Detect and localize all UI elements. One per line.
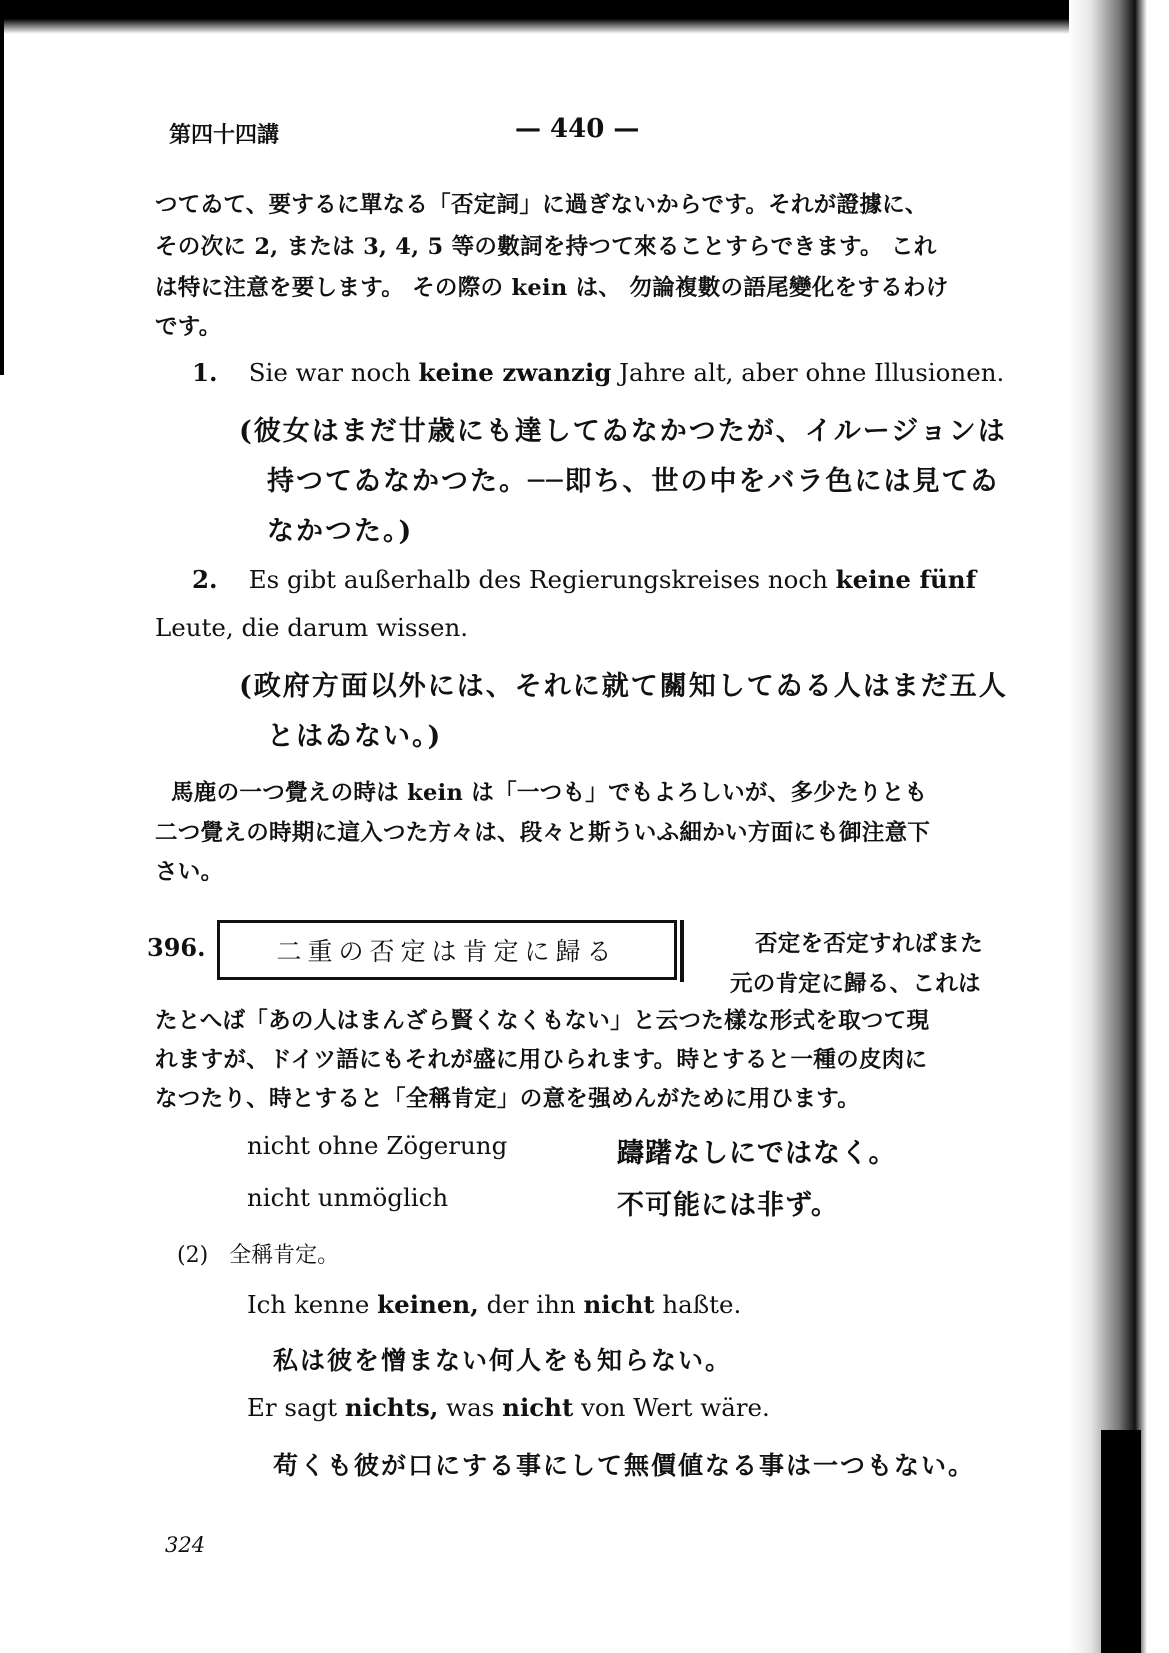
intro-line-2: その次に 2, または 3, 4, 5 等の數詞を持つて來ることすらできます。 これ (155, 234, 937, 260)
pair-1-german: nicht ohne Zögerung (247, 1131, 508, 1160)
example-2-number: 2. (192, 565, 218, 594)
section-title: 二重の否定は肯定に歸る (276, 937, 618, 966)
subsection-label: (2) (177, 1243, 209, 1268)
example-1-translation-1: (彼女はまだ廿歳にも達してゐなかつたが、イルージョンは (239, 416, 1007, 447)
note-line-1: 馬鹿の一つ覺えの時は kein は「一つも」でもよろしいが、多少たりとも (171, 780, 928, 806)
section-number: 396. (147, 933, 206, 962)
note-line-3: さい。 (155, 859, 224, 885)
pair-1-japanese: 躊躇なしにではなく。 (617, 1138, 897, 1169)
example-1-emphasis: keine zwanzig (418, 358, 612, 387)
chapter-heading: 第四十四講 (169, 122, 280, 148)
subsection-example-1-japanese: 私は彼を憎まない何人をも知らない。 (273, 1346, 733, 1375)
subsection-example-2-japanese: 苟くも彼が口にする事にして無價値なる事は一つもない。 (273, 1451, 976, 1480)
example-1-number: 1. (192, 358, 218, 387)
note-line-2: 二つ覺えの時期に這入つた方々は、段々と斯ういふ細かい方面にも御注意下 (155, 820, 931, 846)
section-side-line-1: 否定を否定すればまた (755, 931, 984, 957)
subsection-example-2-german: Er sagt nichts, was nicht von Wert wäre. (247, 1393, 770, 1422)
intro-line-3: は特に注意を要します。 その際の kein は、 勿論複數の語尾變化をするわけ (155, 275, 949, 301)
example-2-german: 2. Es gibt außerhalb des Regierungskreises noch keine fünf (192, 565, 977, 594)
example-1-translation-3: なかつた。) (267, 516, 414, 547)
scan-binding-shadow (1069, 0, 1169, 1653)
subsection-example-1-german: Ich kenne keinen, der ihn nicht haßte. (247, 1290, 742, 1319)
section-side-line-2: 元の肯定に歸る、これは (730, 971, 981, 997)
folio-number: 324 (165, 1533, 206, 1557)
page-number: — 440 — (515, 114, 640, 144)
section-title-box (217, 920, 677, 980)
pair-2-japanese: 不可能には非ず。 (617, 1190, 839, 1221)
example-2-translation-2: とはゐない。) (267, 721, 443, 752)
example-1-translation-2: 持つてゐなかつた。──即ち、世の中をバラ色には見てゐ (267, 466, 1000, 497)
scan-corner-shadow (1101, 1430, 1141, 1653)
example-2-translation-1: (政府方面以外には、それに就て關知してゐる人はまだ五人 (239, 671, 1008, 702)
section-body-line-2: れますが、ドイツ語にもそれが盛に用ひられます。時とすると一種の皮肉に (155, 1047, 928, 1073)
subsection-heading (177, 1238, 339, 1269)
intro-line-4: です。 (155, 314, 222, 340)
example-1-german: 1. Sie war noch keine zwanzig Jahre alt, aber ohne Illusionen. (192, 358, 1005, 387)
example-2-german-cont: Leute, die darum wissen. (155, 613, 469, 642)
scan-left-shadow (0, 0, 4, 375)
pair-2-german: nicht unmöglich (247, 1183, 449, 1212)
section-body-line-1: たとへば「あの人はまんざら賢くなくもない」と云つた樣な形式を取つて現 (155, 1008, 930, 1034)
example-2-emphasis: keine fünf (835, 565, 977, 594)
intro-line-1: つてゐて、要するに單なる「否定詞」に過ぎないからです。それが證據に、 (155, 192, 928, 218)
book-page (147, 0, 1008, 1653)
section-body-line-3: なつたり、時とすると「全稱肯定」の意を强めんがために用ひます。 (155, 1086, 861, 1112)
subsection-title: 全稱肯定。 (229, 1243, 340, 1268)
box-edge (680, 920, 684, 982)
